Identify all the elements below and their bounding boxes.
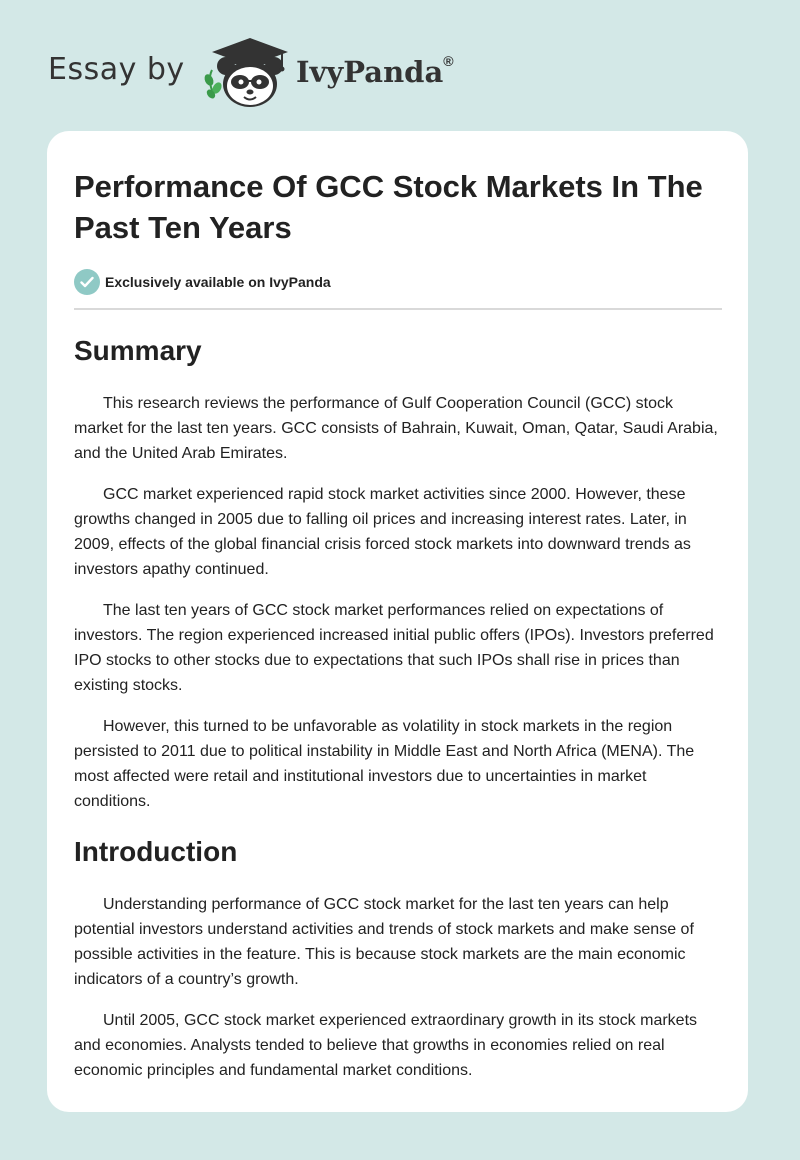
check-circle-icon (74, 269, 100, 295)
brand-name[interactable] (296, 55, 454, 89)
paragraph: Understanding performance of GCC stock market for the last ten years can help potential investors understand activities and trends of stock markets and make sense of possible activities in the feature. This is because stock markets are the main economic indicators of a country’s growth. (74, 896, 694, 988)
summary-body (74, 391, 722, 814)
exclusive-badge-text: Exclusively available on IvyPanda (105, 274, 331, 290)
brand-prefix: Essay by (48, 52, 185, 87)
paragraph: This research reviews the performance of Gulf Cooperation Council (GCC) stock market for the last ten years. GCC consists of Bahrain, Kuwait, Oman, Qatar, Saudi Arabia, and the United Arab Emirates. (74, 395, 718, 462)
exclusive-badge (74, 268, 722, 296)
paragraph: Until 2005, GCC stock market experienced extraordinary growth in its stock markets and economies. Analysts tended to believe that growths in economies relied on real economic principles and fundamental market conditions. (74, 1012, 698, 1079)
brand-name-text: IvyPanda (296, 55, 444, 89)
paragraph: The last ten years of GCC stock market performances relied on expectations of investors. The region experienced increased initial public offers (IPOs). Investors preferred IPO stocks to other stocks due to expectations that such IPOs shall rise in prices than existing stocks. (74, 602, 714, 694)
essay-card (47, 131, 748, 1112)
title-divider (74, 308, 722, 310)
paragraph: However, this turned to be unfavorable as volatility in stock markets in the region persisted to 2011 due to political instability in Middle East and North Africa (MENA). The most affected were retail and institutional investors due to uncertainties in market conditions. (74, 718, 695, 810)
site-header (0, 0, 800, 130)
trademark-symbol: ® (443, 53, 454, 69)
introduction-body (74, 892, 722, 1083)
section-heading-summary: Summary (74, 335, 202, 366)
page-title: Performance Of GCC Stock Markets In The Past Ten Years (74, 169, 703, 245)
paragraph: GCC market experienced rapid stock market activities since 2000. However, these growths changed in 2005 due to falling oil prices and increasing interest rates. Later, in 2009, effects of the global financial crisis forced stock markets into downward trends as investors apathy continued. (74, 486, 691, 578)
panda-graduate-icon[interactable] (200, 36, 296, 110)
section-heading-introduction: Introduction (74, 836, 238, 867)
